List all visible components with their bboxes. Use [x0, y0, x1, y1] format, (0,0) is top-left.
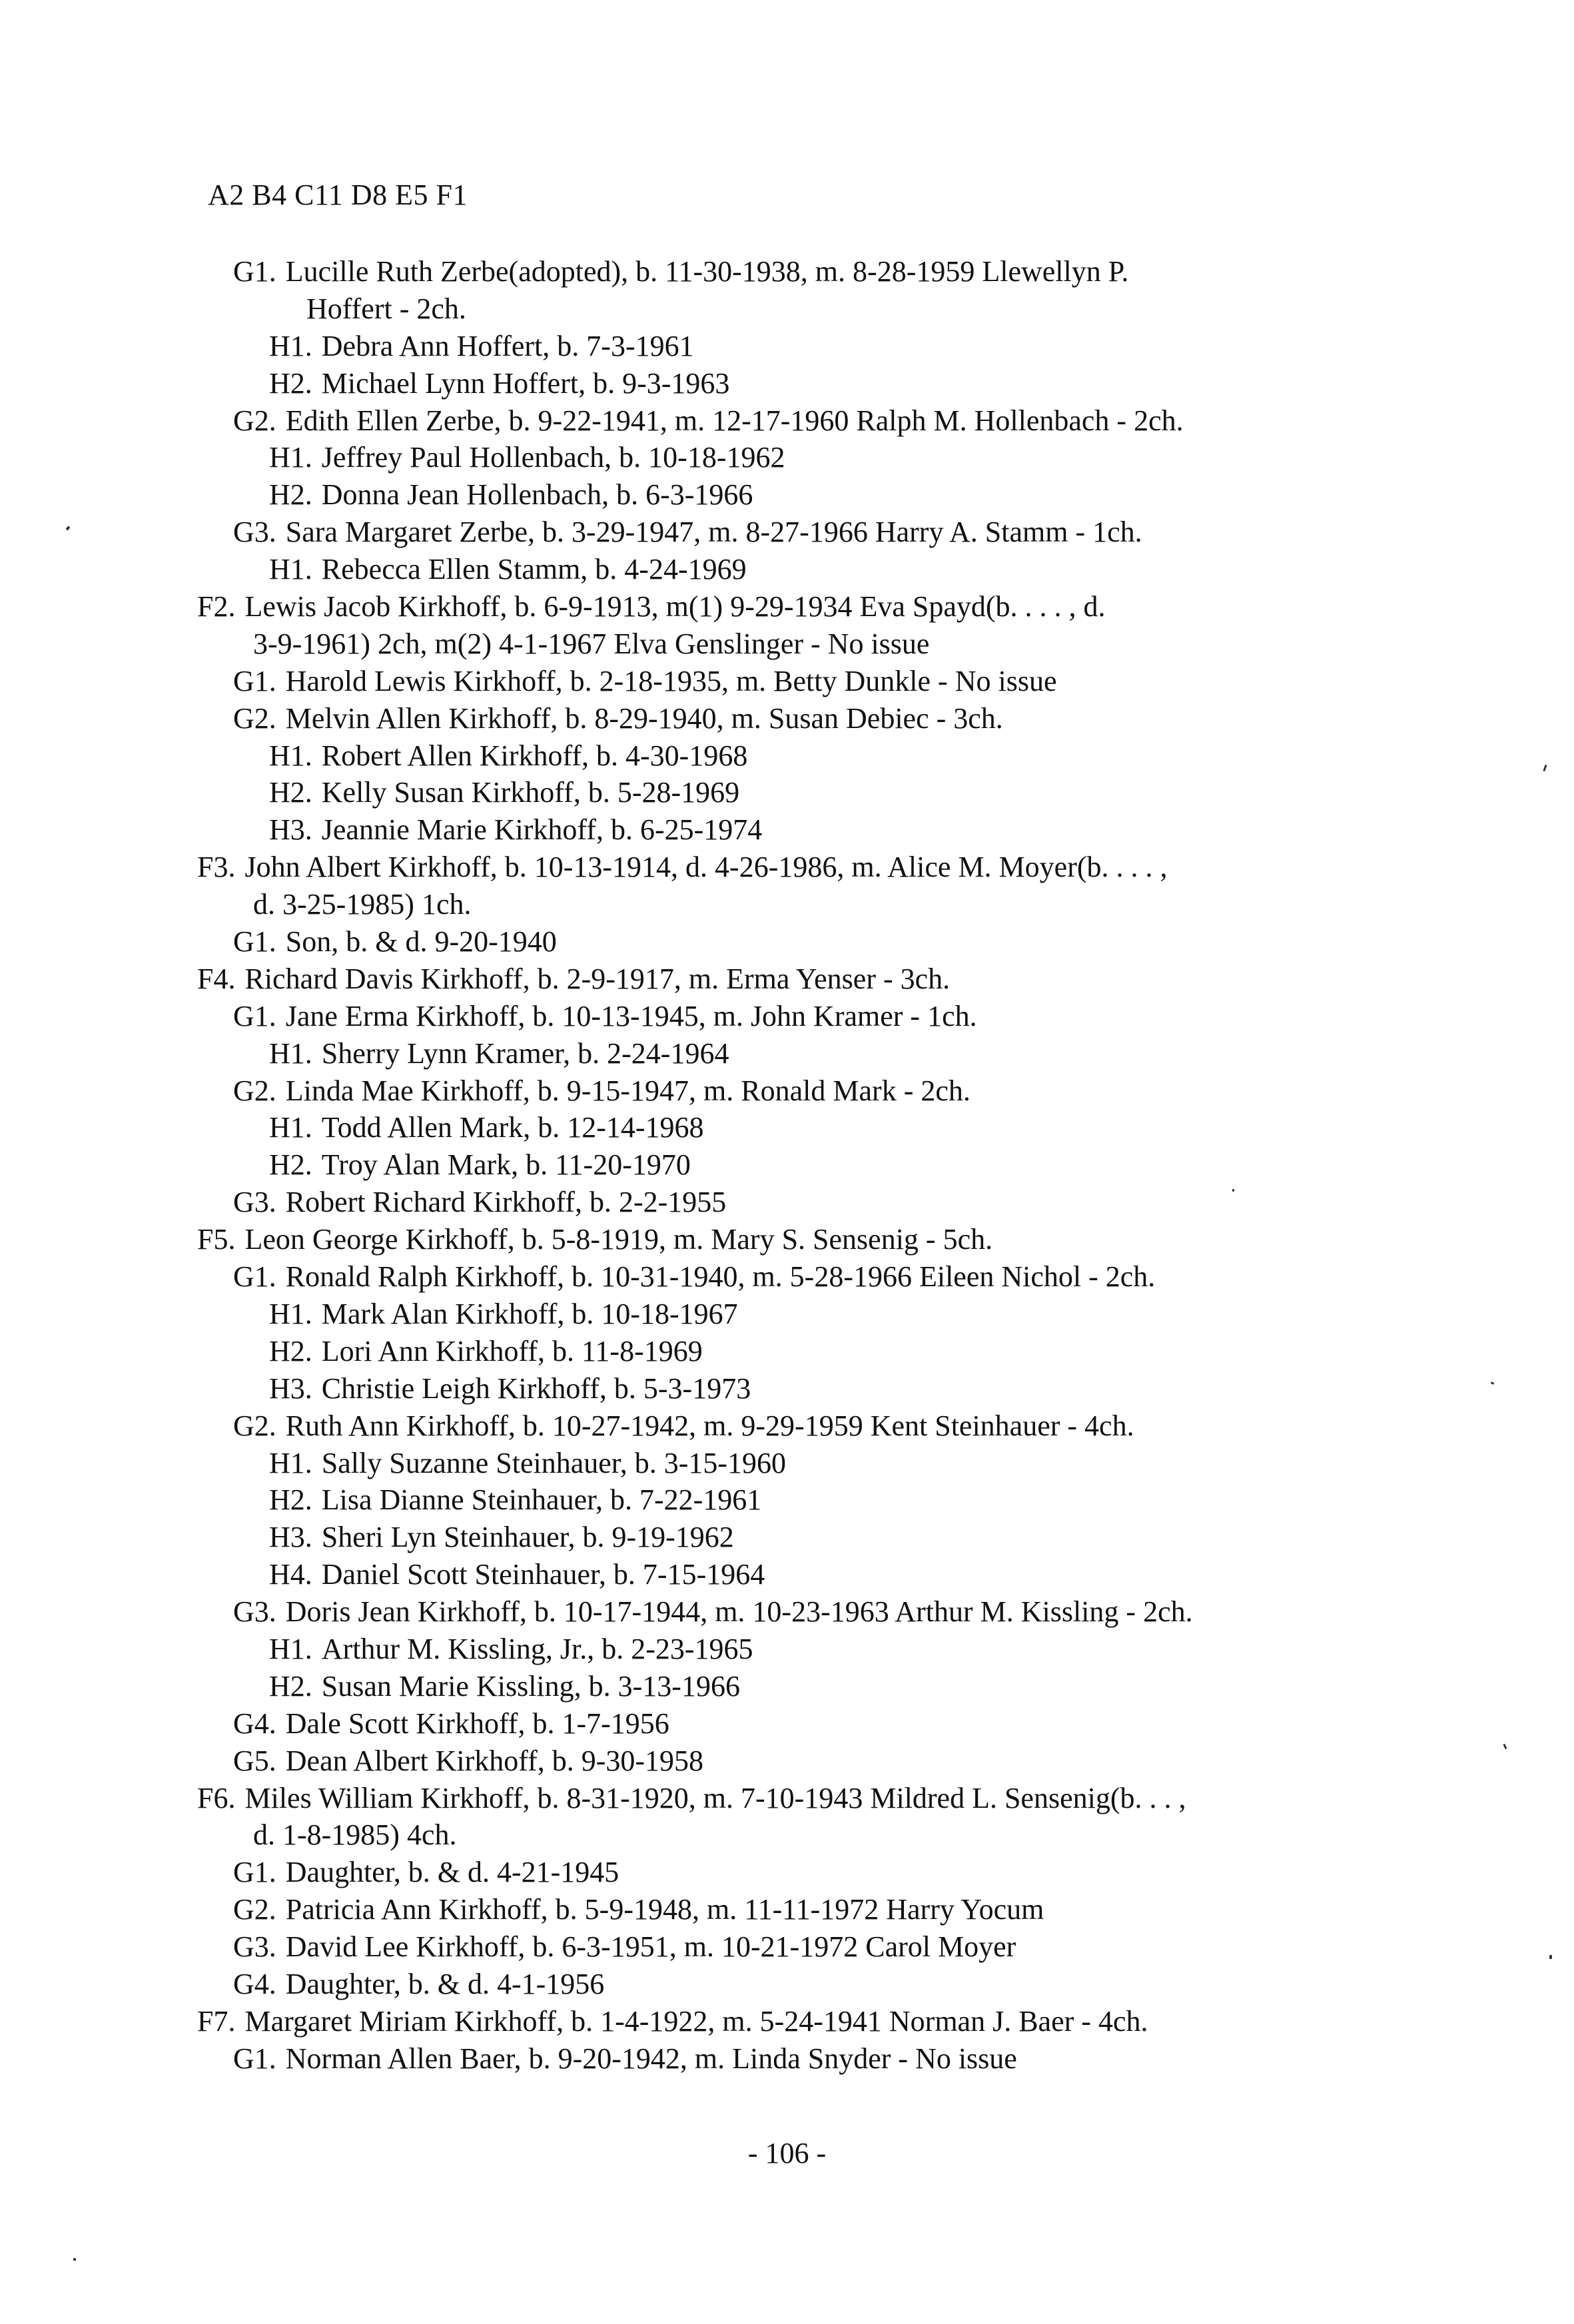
entry-line	[0, 2003, 1574, 2040]
entry-line	[0, 1296, 1574, 1333]
entry-text: Daughter, b. & d. 4-21-1945	[285, 1856, 619, 1889]
generation-code: G4.	[233, 1707, 276, 1740]
entry-line	[0, 1668, 1574, 1705]
lineage-header: A2 B4 C11 D8 E5 F1	[208, 179, 468, 211]
entry-text: John Albert Kirkhoff, b. 10-13-1914, d. 4-26-1986, m. Alice M. Moyer(b. . . . ,	[244, 851, 1168, 884]
entry-line	[0, 774, 1574, 811]
generation-code: H1.	[269, 1632, 312, 1665]
entry-text: Dean Albert Kirkhoff, b. 9-30-1958	[285, 1744, 704, 1777]
entry-line	[0, 1407, 1574, 1445]
entry-line	[0, 811, 1574, 849]
generation-code: H2.	[269, 478, 312, 512]
generation-code: G1.	[233, 1260, 276, 1294]
entry-text: Patricia Ann Kirkhoff, b. 5-9-1948, m. 11-11-1972 Harry Yocum	[285, 1893, 1044, 1926]
entry-line	[0, 1333, 1574, 1370]
genealogy-entries	[0, 253, 1574, 2078]
entry-text: Edith Ellen Zerbe, b. 9-22-1941, m. 12-17-1960 Ralph M. Hollenbach - 2ch.	[285, 404, 1184, 437]
entry-line	[0, 439, 1574, 476]
generation-code: G2.	[233, 1893, 276, 1926]
entry-line	[0, 1184, 1574, 1221]
generation-code: H1.	[269, 441, 312, 474]
entry-text: Doris Jean Kirkhoff, b. 10-17-1944, m. 10-23-1963 Arthur M. Kissling - 2ch.	[285, 1595, 1193, 1629]
entry-line	[0, 998, 1574, 1035]
entry-text: Jeffrey Paul Hollenbach, b. 10-18-1962	[321, 441, 785, 474]
entry-text: Christie Leigh Kirkhoff, b. 5-3-1973	[321, 1371, 751, 1405]
entry-text: David Lee Kirkhoff, b. 6-3-1951, m. 10-21-1972 Carol Moyer	[285, 1930, 1016, 1964]
entry-line	[0, 1891, 1574, 1928]
entry-text: Melvin Allen Kirkhoff, b. 8-29-1940, m. Susan Debiec - 3ch.	[285, 701, 1003, 735]
generation-code: G1.	[233, 1856, 276, 1889]
generation-code: G3.	[233, 1930, 276, 1964]
generation-code: F5.	[197, 1223, 236, 1256]
entry-line	[0, 1370, 1574, 1407]
generation-code: H1.	[269, 1446, 312, 1479]
entry-text: Ronald Ralph Kirkhoff, b. 10-31-1940, m. 5-28-1966 Eileen Nichol - 2ch.	[285, 1260, 1156, 1294]
generation-code: G2.	[233, 404, 276, 437]
generation-code: G3.	[233, 1186, 276, 1219]
entry-text: Margaret Miriam Kirkhoff, b. 1-4-1922, m. 5-24-1941 Norman J. Baer - 4ch.	[244, 2004, 1148, 2038]
entry-text: Linda Mae Kirkhoff, b. 9-15-1947, m. Ronald Mark - 2ch.	[285, 1074, 971, 1107]
entry-line	[0, 2040, 1574, 2078]
generation-code: F4.	[197, 962, 236, 995]
generation-code: G4.	[233, 1967, 276, 2000]
generation-code: H1.	[269, 553, 312, 586]
entry-line	[0, 1556, 1574, 1593]
entry-line	[0, 737, 1574, 775]
entry-line	[0, 1519, 1574, 1556]
entry-line	[0, 1035, 1574, 1072]
entry-text: Jane Erma Kirkhoff, b. 10-13-1945, m. John Kramer - 1ch.	[285, 999, 977, 1032]
generation-code: G1.	[233, 925, 276, 959]
generation-code: G2.	[233, 1074, 276, 1107]
entry-line	[0, 849, 1574, 886]
entry-line	[0, 402, 1574, 440]
entry-line	[0, 1109, 1574, 1146]
entry-line	[0, 1631, 1574, 1668]
entry-text: Donna Jean Hollenbach, b. 6-3-1966	[321, 478, 753, 512]
entry-text: Hoffert - 2ch.	[306, 292, 466, 325]
generation-code: H1.	[269, 1111, 312, 1144]
generation-code: G2.	[233, 1409, 276, 1442]
entry-text: Harold Lewis Kirkhoff, b. 2-18-1935, m. Betty Dunkle - No issue	[285, 664, 1057, 697]
entry-line	[0, 961, 1574, 998]
entry-text: Robert Richard Kirkhoff, b. 2-2-1955	[285, 1186, 727, 1219]
generation-code: H2.	[269, 1334, 312, 1367]
entry-text: Leon George Kirkhoff, b. 5-8-1919, m. Mary S. Sensenig - 5ch.	[244, 1223, 993, 1256]
entry-text: Daniel Scott Steinhauer, b. 7-15-1964	[321, 1558, 765, 1591]
generation-code: H3.	[269, 1371, 312, 1405]
entry-line	[0, 1928, 1574, 1966]
entry-line	[0, 663, 1574, 700]
entry-line	[0, 1481, 1574, 1519]
entry-text: Norman Allen Baer, b. 9-20-1942, m. Linda Snyder - No issue	[285, 2042, 1017, 2075]
entry-text: Dale Scott Kirkhoff, b. 1-7-1956	[285, 1707, 669, 1740]
entry-text: Daughter, b. & d. 4-1-1956	[285, 1967, 605, 2000]
generation-code: H2.	[269, 366, 312, 400]
speck	[1232, 1189, 1234, 1192]
entry-line	[0, 1072, 1574, 1110]
entry-text: Susan Marie Kissling, b. 3-13-1966	[321, 1669, 740, 1703]
entry-text: Debra Ann Hoffert, b. 7-3-1961	[321, 329, 694, 362]
entry-text: d. 3-25-1985) 1ch.	[253, 888, 472, 921]
entry-line	[0, 1146, 1574, 1184]
page-number: - 106 -	[747, 2137, 827, 2169]
entry-text: Lucille Ruth Zerbe(adopted), b. 11-30-1938, m. 8-28-1959 Llewellyn P.	[285, 255, 1129, 288]
entry-text: Troy Alan Mark, b. 11-20-1970	[321, 1148, 691, 1182]
generation-code: G1.	[233, 664, 276, 697]
entry-line	[0, 1258, 1574, 1296]
entry-line	[0, 700, 1574, 737]
generation-code: H2.	[269, 1148, 312, 1182]
entry-continuation-line	[0, 1816, 1574, 1854]
entry-line	[0, 476, 1574, 514]
entry-text: Todd Allen Mark, b. 12-14-1968	[321, 1111, 704, 1144]
entry-line	[0, 1705, 1574, 1743]
entry-line	[0, 253, 1574, 290]
speck	[73, 2258, 76, 2261]
generation-code: G3.	[233, 516, 276, 549]
generation-code: H1.	[269, 1297, 312, 1330]
generation-code: H2.	[269, 776, 312, 809]
generation-code: H3.	[269, 1521, 312, 1554]
entry-text: Jeannie Marie Kirkhoff, b. 6-25-1974	[321, 813, 763, 847]
entry-text: Son, b. & d. 9-20-1940	[285, 925, 557, 959]
entry-line	[0, 1966, 1574, 2003]
generation-code: H1.	[269, 739, 312, 772]
entry-line	[0, 365, 1574, 402]
generation-code: F2.	[197, 590, 236, 623]
generation-code: G1.	[233, 255, 276, 288]
entry-line	[0, 514, 1574, 551]
entry-line	[0, 1854, 1574, 1891]
generation-code: G1.	[233, 2042, 276, 2075]
generation-code: G3.	[233, 1595, 276, 1629]
entry-text: d. 1-8-1985) 4ch.	[253, 1818, 457, 1852]
entry-text: 3-9-1961) 2ch, m(2) 4-1-1967 Elva Genslinger - No issue	[253, 627, 930, 660]
generation-code: H2.	[269, 1483, 312, 1517]
entry-line	[0, 1221, 1574, 1258]
entry-text: Robert Allen Kirkhoff, b. 4-30-1968	[321, 739, 748, 772]
generation-code: G1.	[233, 999, 276, 1032]
generation-code: F7.	[197, 2004, 236, 2038]
entry-line	[0, 1593, 1574, 1631]
entry-continuation-line	[0, 886, 1574, 923]
entry-text: Sheri Lyn Steinhauer, b. 9-19-1962	[321, 1521, 734, 1554]
entry-line	[0, 923, 1574, 961]
entry-line	[0, 1743, 1574, 1780]
entry-line	[0, 588, 1574, 625]
entry-text: Sara Margaret Zerbe, b. 3-29-1947, m. 8-27-1966 Harry A. Stamm - 1ch.	[285, 516, 1142, 549]
entry-text: Richard Davis Kirkhoff, b. 2-9-1917, m. Erma Yenser - 3ch.	[244, 962, 951, 995]
entry-text: Lisa Dianne Steinhauer, b. 7-22-1961	[321, 1483, 762, 1517]
generation-code: H1.	[269, 329, 312, 362]
entry-line	[0, 1445, 1574, 1482]
entry-text: Ruth Ann Kirkhoff, b. 10-27-1942, m. 9-29-1959 Kent Steinhauer - 4ch.	[285, 1409, 1134, 1442]
entry-continuation-line	[0, 625, 1574, 663]
entry-text: Arthur M. Kissling, Jr., b. 2-23-1965	[321, 1632, 753, 1665]
entry-line	[0, 551, 1574, 588]
entry-text: Mark Alan Kirkhoff, b. 10-18-1967	[321, 1297, 738, 1330]
entry-text: Sally Suzanne Steinhauer, b. 3-15-1960	[321, 1446, 786, 1479]
speck	[1549, 1955, 1552, 1959]
entry-text: Sherry Lynn Kramer, b. 2-24-1964	[321, 1036, 729, 1070]
entry-text: Miles William Kirkhoff, b. 8-31-1920, m. 7-10-1943 Mildred L. Sensenig(b. . . ,	[244, 1781, 1186, 1814]
generation-code: F3.	[197, 851, 236, 884]
entry-text: Lewis Jacob Kirkhoff, b. 6-9-1913, m(1) 9-29-1934 Eva Spayd(b. . . . , d.	[244, 590, 1106, 623]
entry-continuation-line	[0, 290, 1574, 328]
entry-line	[0, 1780, 1574, 1817]
generation-code: H4.	[269, 1558, 312, 1591]
generation-code: H1.	[269, 1036, 312, 1070]
entry-text: Kelly Susan Kirkhoff, b. 5-28-1969	[321, 776, 740, 809]
entry-text: Lori Ann Kirkhoff, b. 11-8-1969	[321, 1334, 703, 1367]
generation-code: H2.	[269, 1669, 312, 1703]
generation-code: H3.	[269, 813, 312, 847]
entry-text: Rebecca Ellen Stamm, b. 4-24-1969	[321, 553, 747, 586]
entry-line	[0, 328, 1574, 365]
generation-code: G5.	[233, 1744, 276, 1777]
generation-code: F6.	[197, 1781, 236, 1814]
generation-code: G2.	[233, 701, 276, 735]
entry-text: Michael Lynn Hoffert, b. 9-3-1963	[321, 366, 730, 400]
